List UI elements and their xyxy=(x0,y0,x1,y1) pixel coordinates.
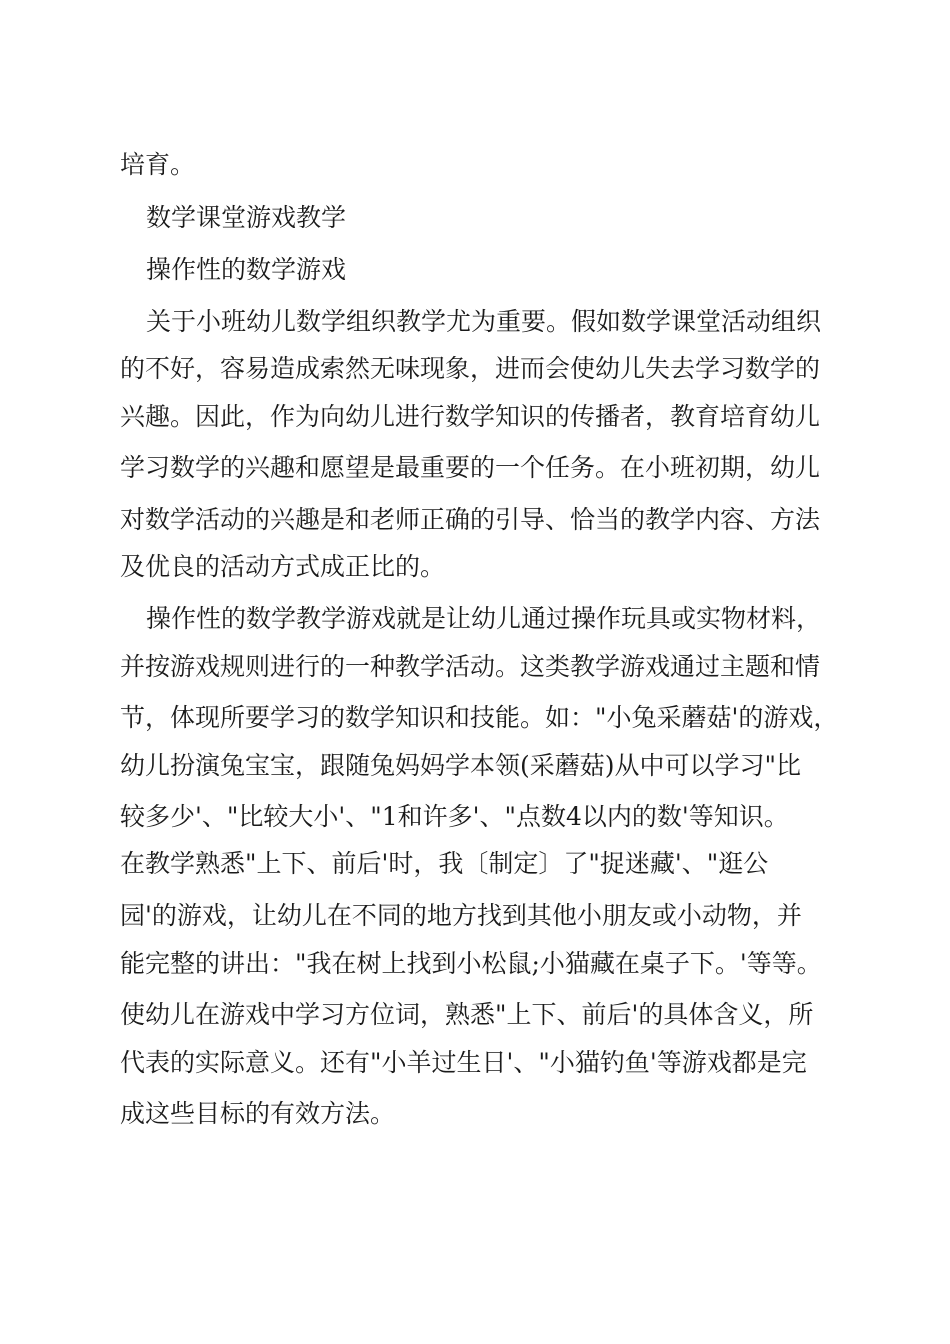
paragraph-2-line-8: 能完整的讲出："我在树上找到小松鼠;小猫藏在桌子下。'等等。 xyxy=(120,949,822,978)
paragraph-1-line-3: 兴趣。因此，作为向幼儿进行数学知识的传播者，教育培育幼儿 xyxy=(120,402,821,431)
subsection-heading: 操作性的数学游戏 xyxy=(146,255,347,284)
section-heading: 数学课堂游戏教学 xyxy=(146,203,347,232)
paragraph-1-line-1: 关于小班幼儿数学组织教学尤为重要。假如数学课堂活动组织 xyxy=(146,307,822,336)
paragraph-2-line-7: 园'的游戏，让幼儿在不同的地方找到其他小朋友或小动物，并 xyxy=(120,901,802,930)
paragraph-2-line-6: 在教学熟悉"上下、前后'时，我〔制定〕了"捉迷藏'、"逛公 xyxy=(120,849,769,878)
paragraph-2-line-2: 并按游戏规则进行的一种教学活动。这类教学游戏通过主题和情 xyxy=(120,652,821,681)
paragraph-2-line-10: 代表的实际意义。还有"小羊过生日'、"小猫钓鱼'等游戏都是完 xyxy=(120,1048,807,1077)
paragraph-2-line-11: 成这些目标的有效方法。 xyxy=(120,1099,396,1128)
paragraph-1-line-5: 对数学活动的兴趣是和老师正确的引导、恰当的教学内容、方法 xyxy=(120,505,821,534)
paragraph-1-line-4: 学习数学的兴趣和愿望是最重要的一个任务。在小班初期，幼儿 xyxy=(120,453,821,482)
paragraph-2-line-5: 较多少'、"比较大小'、"1和许多'、"点数4以内的数'等知识。 xyxy=(120,802,789,831)
paragraph-1-line-6: 及优良的活动方式成正比的。 xyxy=(120,552,446,581)
text-line-fragment: 培育。 xyxy=(120,150,196,179)
paragraph-2-line-1: 操作性的数学教学游戏就是让幼儿通过操作玩具或实物材料， xyxy=(146,604,822,633)
paragraph-2-line-3: 节，体现所要学习的数学知识和技能。如："小兔采蘑菇'的游戏， xyxy=(120,703,839,732)
paragraph-2-line-4: 幼儿扮演兔宝宝，跟随兔妈妈学本领(采蘑菇)从中可以学习"比 xyxy=(120,751,802,780)
paragraph-2-line-9: 使幼儿在游戏中学习方位词，熟悉"上下、前后'的具体含义，所 xyxy=(120,1000,814,1029)
paragraph-1-line-2: 的不好，容易造成索然无味现象，进而会使幼儿失去学习数学的 xyxy=(120,354,821,383)
